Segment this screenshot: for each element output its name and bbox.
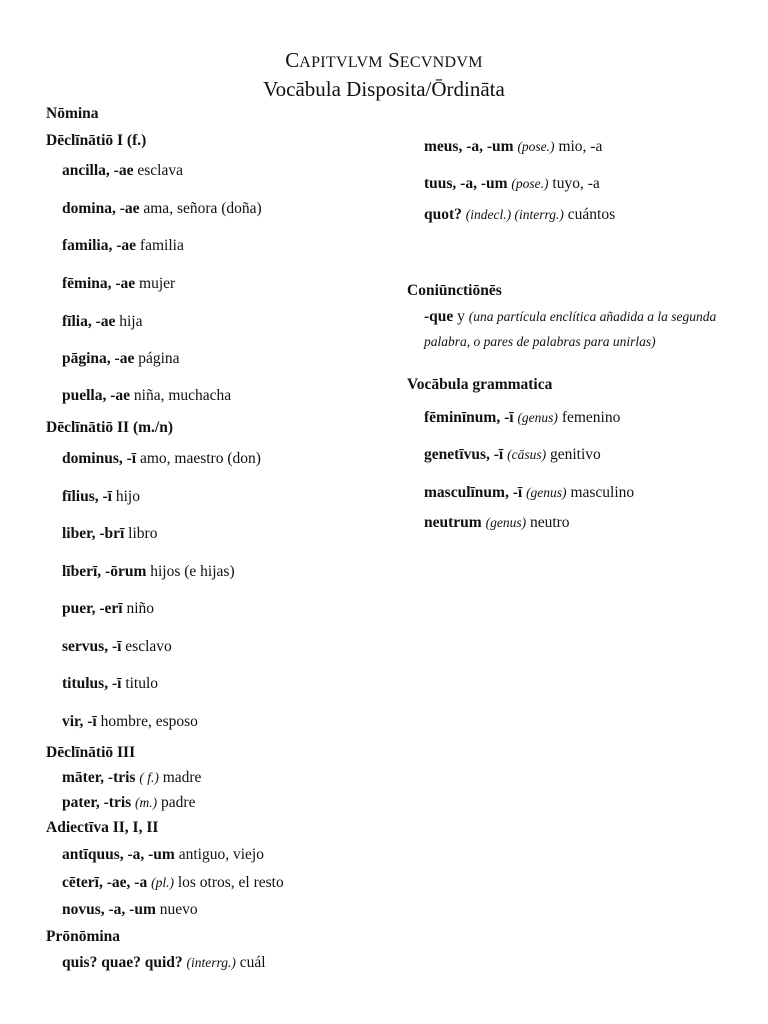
section-heading-grammatica: Vocābula grammatica xyxy=(407,376,553,393)
vocab-entry: pater, -tris (m.) padre xyxy=(62,794,196,811)
section-heading-coniunctiones: Coniūnctiōnēs xyxy=(407,282,502,299)
vocab-entry: puer, -erī niño xyxy=(62,600,154,617)
vocab-entry: meus, -a, -um (pose.) mio, -a xyxy=(424,138,603,155)
vocab-entry: liber, -brī libro xyxy=(62,525,158,542)
vocab-entry: tuus, -a, -um (pose.) tuyo, -a xyxy=(424,175,600,192)
title-word-2-rest: ECVNDVM xyxy=(399,54,483,71)
vocab-entry: quot? (indecl.) (interrg.) cuántos xyxy=(424,206,616,223)
vocab-entry: fīlia, -ae hija xyxy=(62,313,143,330)
section-heading-pronomina: Prōnōmina xyxy=(46,928,121,945)
vocab-entry: ancilla, -ae esclava xyxy=(62,162,183,179)
vocab-entry-que: -que y (una partícula enclítica añadida a la segunda palabra, o pares de palabras para unirlas) xyxy=(424,308,717,349)
vocab-entry: puella, -ae niña, muchacha xyxy=(62,387,232,404)
vocab-entry: neutrum (genus) neutro xyxy=(424,514,570,531)
section-heading-nomina: Nōmina xyxy=(46,105,99,122)
vocab-entry: servus, -ī esclavo xyxy=(62,638,172,655)
section-heading-decl2: Dēclīnātiō II (m./n) xyxy=(46,419,174,436)
vocab-entry: pāgina, -ae página xyxy=(62,350,180,367)
vocab-entry: dominus, -ī amo, maestro (don) xyxy=(62,450,261,467)
vocab-entry: fīlius, -ī hijo xyxy=(62,488,140,505)
vocab-entry: domina, -ae ama, señora (doña) xyxy=(62,200,262,217)
vocab-entry: līberī, -ōrum hijos (e hijas) xyxy=(62,563,235,580)
vocab-entry: antīquus, -a, -um antiguo, viejo xyxy=(62,846,264,863)
vocab-entry: titulus, -ī titulo xyxy=(62,675,159,692)
vocab-entry: fēmina, -ae mujer xyxy=(62,275,176,292)
section-heading-decl1: Dēclīnātiō I (f.) xyxy=(46,132,147,149)
chapter-title xyxy=(0,46,768,77)
vocab-entry: cēterī, -ae, -a (pl.) los otros, el resto xyxy=(62,874,284,891)
vocab-entry: vir, -ī hombre, esposo xyxy=(62,713,198,730)
vocab-entry: māter, -tris ( f.) madre xyxy=(62,769,202,786)
vocab-entry: fēminīnum, -ī (genus) femenino xyxy=(424,409,621,426)
vocab-entry: genetīvus, -ī (cāsus) genitivo xyxy=(424,446,601,463)
section-heading-adiectiva: Adiectīva II, I, II xyxy=(46,819,159,836)
section-heading-decl3: Dēclīnātiō III xyxy=(46,744,136,761)
vocab-entry: novus, -a, -um nuevo xyxy=(62,901,198,918)
title-word-1-rest: APITVLVM xyxy=(299,54,383,71)
page-subtitle: Vocābula Disposita/Ōrdināta xyxy=(263,77,505,101)
vocab-entry: masculīnum, -ī (genus) masculino xyxy=(424,484,635,501)
title-initial-1: C xyxy=(285,48,300,72)
title-initial-2: S xyxy=(388,48,400,72)
vocab-entry: quis? quae? quid? (interrg.) cuál xyxy=(62,954,266,971)
vocab-entry: familia, -ae familia xyxy=(62,237,184,254)
